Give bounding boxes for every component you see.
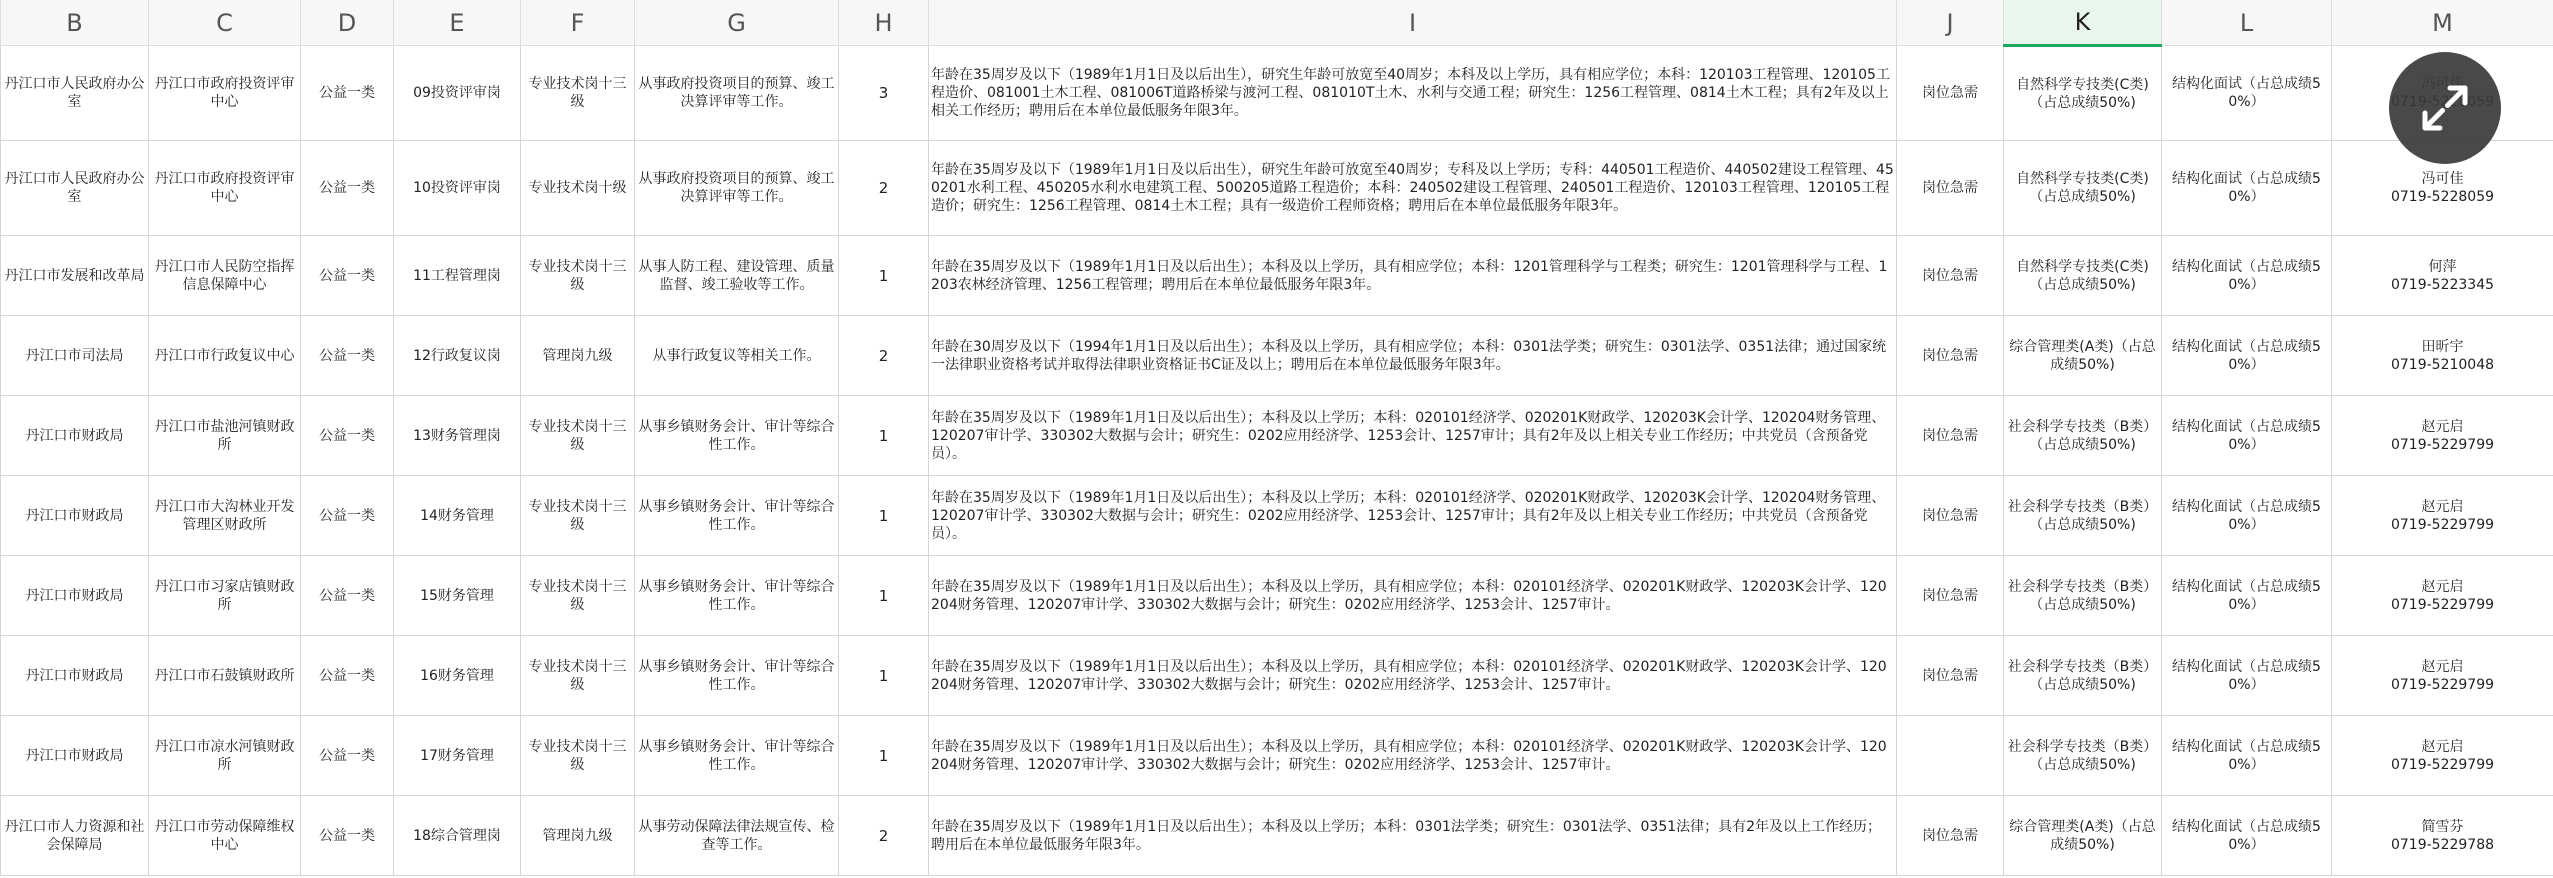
requirements-cell[interactable]: 年龄在35周岁及以下（1989年1月1日及以后出生）；本科及以上学历，具有相应学位；本科：020101经济学、020201K财政学、120203K会计学、120204财务管理、120207审计学、330302大数据与会计；研究生：0202应用经济学、1253会计、1257审计。: [929, 716, 1897, 796]
column-header-j[interactable]: J: [1897, 0, 2004, 46]
note-cell[interactable]: 岗位急需: [1897, 556, 2004, 636]
table-row: [1, 556, 2553, 636]
duties-cell[interactable]: 从事行政复议等相关工作。: [635, 316, 839, 396]
column-header-k[interactable]: K: [2004, 0, 2162, 46]
department-cell[interactable]: 丹江口市财政局: [1, 636, 149, 716]
expand-arrows-icon: [2415, 78, 2475, 138]
interview-cell[interactable]: 结构化面试（占总成绩50%）: [2162, 141, 2332, 236]
headcount-cell[interactable]: 3: [839, 46, 929, 141]
duties-cell[interactable]: 从事乡镇财务会计、审计等综合性工作。: [635, 556, 839, 636]
position-cell[interactable]: 15财务管理: [394, 556, 521, 636]
column-header-l[interactable]: L: [2162, 0, 2332, 46]
headcount-cell[interactable]: 2: [839, 316, 929, 396]
duties-cell[interactable]: 从事乡镇财务会计、审计等综合性工作。: [635, 476, 839, 556]
unit-cell[interactable]: 丹江口市劳动保障维权中心: [149, 796, 301, 876]
contact-cell[interactable]: 赵元启 0719-5229799: [2332, 396, 2553, 476]
table-row: [1, 636, 2553, 716]
requirements-cell[interactable]: 年龄在35周岁及以下（1989年1月1日及以后出生），研究生年龄可放宽至40周岁；本科及以上学历，具有相应学位；本科：120103工程管理、120105工程造价、081001土木工程、081006T道路桥梁与渡河工程、081010T土木、水利与交通工程；研究生：1256工程管理、0814土木工程；具有2年及以上相关工作经历；聘用后在本单位最低服务年限3年。: [929, 46, 1897, 141]
department-cell[interactable]: 丹江口市财政局: [1, 396, 149, 476]
unit-type-cell[interactable]: 公益一类: [301, 476, 394, 556]
interview-cell[interactable]: 结构化面试（占总成绩50%）: [2162, 796, 2332, 876]
unit-cell[interactable]: 丹江口市大沟林业开发管理区财政所: [149, 476, 301, 556]
grade-cell[interactable]: 专业技术岗十三级: [521, 46, 635, 141]
interview-cell[interactable]: 结构化面试（占总成绩50%）: [2162, 636, 2332, 716]
unit-type-cell[interactable]: 公益一类: [301, 796, 394, 876]
column-header-i[interactable]: I: [929, 0, 1897, 46]
requirements-cell[interactable]: 年龄在35周岁及以下（1989年1月1日及以后出生），研究生年龄可放宽至40周岁；专科及以上学历；专科：440501工程造价、440502建设工程管理、450201水利工程、450205水利水电建筑工程、500205道路工程造价；本科：240502建设工程管理、240501工程造价、120103工程管理、120105工程造价；研究生：1256工程管理、0814土木工程；具有一级造价工程师资格；聘用后在本单位最低服务年限3年。: [929, 141, 1897, 236]
requirements-cell[interactable]: 年龄在35周岁及以下（1989年1月1日及以后出生）；本科及以上学历，具有相应学位；本科：020101经济学、020201K财政学、120203K会计学、120204财务管理、120207审计学、330302大数据与会计；研究生：0202应用经济学、1253会计、1257审计。: [929, 636, 1897, 716]
contact-cell[interactable]: 赵元启 0719-5229799: [2332, 636, 2553, 716]
exam-cell[interactable]: 社会科学专技类（B类）（占总成绩50%): [2004, 556, 2162, 636]
unit-cell[interactable]: 丹江口市石鼓镇财政所: [149, 636, 301, 716]
duties-cell[interactable]: 从事劳动保障法律法规宣传、检查等工作。: [635, 796, 839, 876]
interview-cell[interactable]: 结构化面试（占总成绩50%）: [2162, 716, 2332, 796]
department-cell[interactable]: 丹江口市财政局: [1, 476, 149, 556]
headcount-cell[interactable]: 1: [839, 396, 929, 476]
position-cell[interactable]: 09投资评审岗: [394, 46, 521, 141]
interview-cell[interactable]: 结构化面试（占总成绩50%）: [2162, 46, 2332, 141]
table-row: [1, 236, 2553, 316]
unit-type-cell[interactable]: 公益一类: [301, 141, 394, 236]
note-cell[interactable]: 岗位急需: [1897, 236, 2004, 316]
unit-type-cell[interactable]: 公益一类: [301, 556, 394, 636]
headcount-cell[interactable]: 1: [839, 716, 929, 796]
fullscreen-toggle-button[interactable]: [2389, 52, 2501, 164]
duties-cell[interactable]: 从事人防工程、建设管理、质量监督、竣工验收等工作。: [635, 236, 839, 316]
position-cell[interactable]: 17财务管理: [394, 716, 521, 796]
contact-cell[interactable]: 简雪芬 0719-5229788: [2332, 796, 2553, 876]
exam-cell[interactable]: 自然科学专技类(C类)（占总成绩50%): [2004, 141, 2162, 236]
column-header-e[interactable]: E: [394, 0, 521, 46]
requirements-cell[interactable]: 年龄在35周岁及以下（1989年1月1日及以后出生）；本科及以上学历；本科：020101经济学、020201K财政学、120203K会计学、120204财务管理、120207审计学、330302大数据与会计；研究生：0202应用经济学、1253会计、1257审计；具有2年及以上相关专业工作经历；中共党员（含预备党员）。: [929, 476, 1897, 556]
table-row: [1, 796, 2553, 876]
contact-cell[interactable]: 田昕宇 0719-5210048: [2332, 316, 2553, 396]
unit-type-cell[interactable]: 公益一类: [301, 636, 394, 716]
exam-cell[interactable]: 综合管理类(A类)（占总成绩50%): [2004, 796, 2162, 876]
column-header-c[interactable]: C: [149, 0, 301, 46]
position-cell[interactable]: 12行政复议岗: [394, 316, 521, 396]
position-cell[interactable]: 16财务管理: [394, 636, 521, 716]
column-header-m[interactable]: M: [2332, 0, 2553, 46]
department-cell[interactable]: 丹江口市人力资源和社会保障局: [1, 796, 149, 876]
note-cell[interactable]: 岗位急需: [1897, 636, 2004, 716]
interview-cell[interactable]: 结构化面试（占总成绩50%）: [2162, 396, 2332, 476]
table-row: [1, 476, 2553, 556]
note-cell[interactable]: 岗位急需: [1897, 476, 2004, 556]
grade-cell[interactable]: 专业技术岗十三级: [521, 716, 635, 796]
duties-cell[interactable]: 从事乡镇财务会计、审计等综合性工作。: [635, 396, 839, 476]
interview-cell[interactable]: 结构化面试（占总成绩50%）: [2162, 476, 2332, 556]
requirements-cell[interactable]: 年龄在35周岁及以下（1989年1月1日及以后出生）；本科及以上学历；本科：020101经济学、020201K财政学、120203K会计学、120204财务管理、120207审计学、330302大数据与会计；研究生：0202应用经济学、1253会计、1257审计；具有2年及以上相关专业工作经历；中共党员（含预备党员）。: [929, 396, 1897, 476]
contact-cell[interactable]: 赵元启 0719-5229799: [2332, 556, 2553, 636]
exam-cell[interactable]: 社会科学专技类（B类）（占总成绩50%): [2004, 396, 2162, 476]
department-cell[interactable]: 丹江口市司法局: [1, 316, 149, 396]
interview-cell[interactable]: 结构化面试（占总成绩50%）: [2162, 236, 2332, 316]
column-header-row: [1, 0, 2553, 46]
contact-cell[interactable]: 赵元启 0719-5229799: [2332, 716, 2553, 796]
grade-cell[interactable]: 管理岗九级: [521, 316, 635, 396]
grade-cell[interactable]: 管理岗九级: [521, 796, 635, 876]
unit-cell[interactable]: 丹江口市政府投资评审中心: [149, 141, 301, 236]
headcount-cell[interactable]: 1: [839, 236, 929, 316]
headcount-cell[interactable]: 2: [839, 796, 929, 876]
table-row: [1, 396, 2553, 476]
table-body: [1, 46, 2553, 876]
headcount-cell[interactable]: 1: [839, 636, 929, 716]
grade-cell[interactable]: 专业技术岗十三级: [521, 476, 635, 556]
note-cell[interactable]: 岗位急需: [1897, 396, 2004, 476]
note-cell[interactable]: 岗位急需: [1897, 796, 2004, 876]
table-row: [1, 46, 2553, 141]
unit-cell[interactable]: 丹江口市行政复议中心: [149, 316, 301, 396]
note-cell[interactable]: 岗位急需: [1897, 316, 2004, 396]
position-cell[interactable]: 10投资评审岗: [394, 141, 521, 236]
grade-cell[interactable]: 专业技术岗十三级: [521, 556, 635, 636]
position-cell[interactable]: 13财务管理岗: [394, 396, 521, 476]
exam-cell[interactable]: 社会科学专技类（B类）（占总成绩50%): [2004, 476, 2162, 556]
note-cell[interactable]: [1897, 716, 2004, 796]
exam-cell[interactable]: 自然科学专技类(C类)（占总成绩50%): [2004, 46, 2162, 141]
exam-cell[interactable]: 社会科学专技类（B类）（占总成绩50%): [2004, 636, 2162, 716]
interview-cell[interactable]: 结构化面试（占总成绩50%）: [2162, 316, 2332, 396]
position-cell[interactable]: 11工程管理岗: [394, 236, 521, 316]
column-header-b[interactable]: B: [1, 0, 149, 46]
table-row: [1, 716, 2553, 796]
contact-cell[interactable]: 赵元启 0719-5229799: [2332, 476, 2553, 556]
unit-type-cell[interactable]: 公益一类: [301, 396, 394, 476]
contact-cell[interactable]: 何萍 0719-5223345: [2332, 236, 2553, 316]
column-header-h[interactable]: H: [839, 0, 929, 46]
department-cell[interactable]: 丹江口市发展和改革局: [1, 236, 149, 316]
grade-cell[interactable]: 专业技术岗十三级: [521, 636, 635, 716]
note-cell[interactable]: 岗位急需: [1897, 141, 2004, 236]
exam-cell[interactable]: 社会科学专技类（B类）（占总成绩50%): [2004, 716, 2162, 796]
column-header-f[interactable]: F: [521, 0, 635, 46]
department-cell[interactable]: 丹江口市财政局: [1, 716, 149, 796]
unit-cell[interactable]: 丹江口市习家店镇财政所: [149, 556, 301, 636]
duties-cell[interactable]: 从事乡镇财务会计、审计等综合性工作。: [635, 716, 839, 796]
unit-type-cell[interactable]: 公益一类: [301, 316, 394, 396]
interview-cell[interactable]: 结构化面试（占总成绩50%）: [2162, 556, 2332, 636]
note-cell[interactable]: 岗位急需: [1897, 46, 2004, 141]
column-header-d[interactable]: D: [301, 0, 394, 46]
requirements-cell[interactable]: 年龄在35周岁及以下（1989年1月1日及以后出生）；本科及以上学历，具有相应学位；本科：1201管理科学与工程类；研究生：1201管理科学与工程、1203农林经济管理、1256工程管理；聘用后在本单位最低服务年限3年。: [929, 236, 1897, 316]
exam-cell[interactable]: 综合管理类(A类)（占总成绩50%): [2004, 316, 2162, 396]
unit-cell[interactable]: 丹江口市盐池河镇财政所: [149, 396, 301, 476]
position-cell[interactable]: 18综合管理岗: [394, 796, 521, 876]
headcount-cell[interactable]: 2: [839, 141, 929, 236]
department-cell[interactable]: 丹江口市财政局: [1, 556, 149, 636]
unit-type-cell[interactable]: 公益一类: [301, 46, 394, 141]
requirements-cell[interactable]: 年龄在30周岁及以下（1994年1月1日及以后出生）；本科及以上学历，具有相应学位；本科：0301法学类；研究生：0301法学、0351法律；通过国家统一法律职业资格考试并取得法律职业资格证书C证及以上；聘用后在本单位最低服务年限3年。: [929, 316, 1897, 396]
table-row: [1, 141, 2553, 236]
position-cell[interactable]: 14财务管理: [394, 476, 521, 556]
unit-cell[interactable]: 丹江口市人民防空指挥信息保障中心: [149, 236, 301, 316]
unit-cell[interactable]: 丹江口市政府投资评审中心: [149, 46, 301, 141]
table-row: [1, 316, 2553, 396]
column-header-g[interactable]: G: [635, 0, 839, 46]
duties-cell[interactable]: 从事政府投资项目的预算、竣工决算评审等工作。: [635, 141, 839, 236]
grade-cell[interactable]: 专业技术岗十三级: [521, 396, 635, 476]
unit-type-cell[interactable]: 公益一类: [301, 716, 394, 796]
headcount-cell[interactable]: 1: [839, 476, 929, 556]
exam-cell[interactable]: 自然科学专技类(C类)（占总成绩50%): [2004, 236, 2162, 316]
duties-cell[interactable]: 从事乡镇财务会计、审计等综合性工作。: [635, 636, 839, 716]
requirements-cell[interactable]: 年龄在35周岁及以下（1989年1月1日及以后出生）；本科及以上学历，具有相应学位；本科：020101经济学、020201K财政学、120203K会计学、120204财务管理、120207审计学、330302大数据与会计；研究生：0202应用经济学、1253会计、1257审计。: [929, 556, 1897, 636]
contact-cell[interactable]: 冯可佳 0719-5228059: [2332, 141, 2553, 236]
grade-cell[interactable]: 专业技术岗十级: [521, 141, 635, 236]
department-cell[interactable]: 丹江口市人民政府办公室: [1, 46, 149, 141]
requirements-cell[interactable]: 年龄在35周岁及以下（1989年1月1日及以后出生）；本科及以上学历；本科：0301法学类；研究生：0301法学、0351法律；具有2年及以上工作经历；聘用后在本单位最低服务年限3年。: [929, 796, 1897, 876]
headcount-cell[interactable]: 1: [839, 556, 929, 636]
unit-type-cell[interactable]: 公益一类: [301, 236, 394, 316]
department-cell[interactable]: 丹江口市人民政府办公室: [1, 141, 149, 236]
duties-cell[interactable]: 从事政府投资项目的预算、竣工决算评审等工作。: [635, 46, 839, 141]
grade-cell[interactable]: 专业技术岗十三级: [521, 236, 635, 316]
unit-cell[interactable]: 丹江口市凉水河镇财政所: [149, 716, 301, 796]
